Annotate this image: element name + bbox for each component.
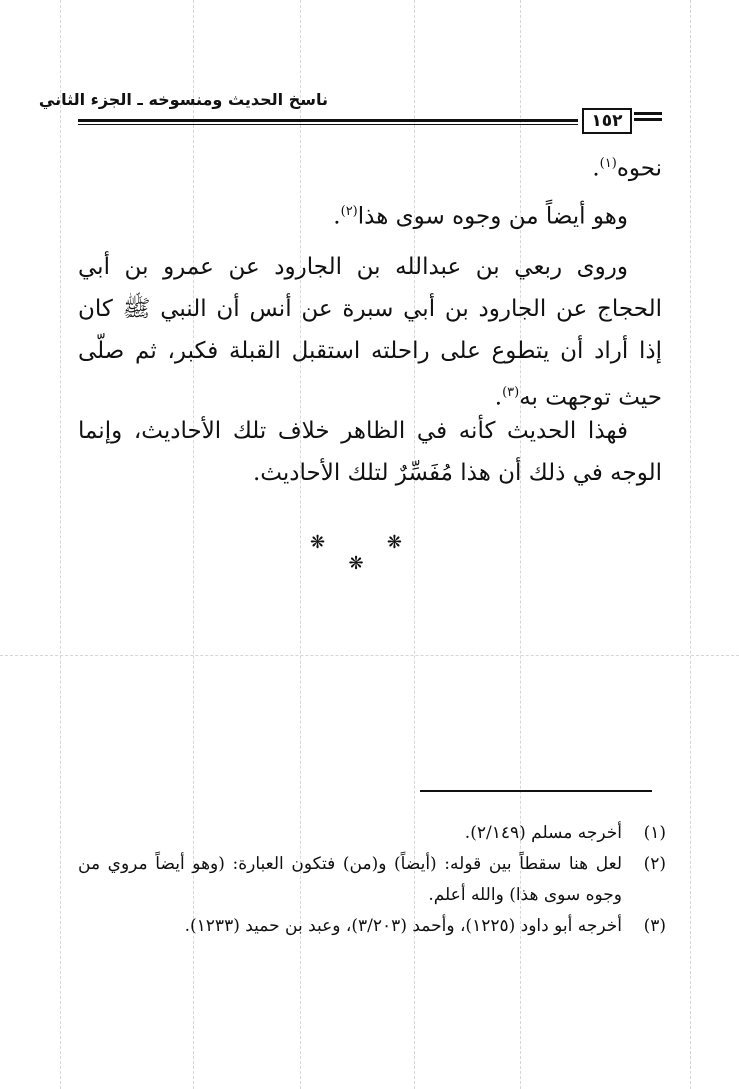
footnote-ref-3[interactable]: (٣) xyxy=(502,385,520,400)
paragraph-1 xyxy=(78,143,662,190)
paragraph-2 xyxy=(78,191,662,238)
paragraph-1-text: نحوه xyxy=(616,155,662,182)
footnote-number: (٣) xyxy=(643,916,666,936)
footnote-ref-1[interactable]: (١) xyxy=(599,156,617,171)
paragraph-3-text: وروى ربعي بن عبدالله بن الجارود عن عمرو بن أبي الحجاج عن الجارود بن أبي سبرة عن أنس أن النبي ﷺ كان إذا أراد أن يتطوع على راحلته استقبل القبلة فكبر، ثم صلّى حيث توجهت به xyxy=(78,254,662,411)
footnote-ref-2[interactable]: (٢) xyxy=(340,204,358,219)
scan-grid-line xyxy=(690,0,691,1089)
paragraph-2-text: وهو أيضاً من وجوه سوى هذا xyxy=(357,203,628,230)
running-title: ناسخ الحديث ومنسوخه ـ الجزء الثاني xyxy=(38,90,328,109)
header-ornament-bars xyxy=(634,112,662,124)
footnote-text: أخرجه أبو داود (١٢٢٥)، وأحمد (٣/٢٠٣)، وعبد بن حميد (١٢٣٣). xyxy=(184,916,622,936)
footnote-number: (١) xyxy=(643,823,666,843)
paragraph-3 xyxy=(78,246,662,419)
header-rule-thin xyxy=(78,124,578,125)
scan-grid-line xyxy=(0,655,739,656)
footnote-3 xyxy=(78,911,666,942)
footnote-text: أخرجه مسلم (٢/١٤٩). xyxy=(464,823,622,843)
paragraph-3-end: . xyxy=(494,384,503,411)
footnote-number: (٢) xyxy=(643,854,666,874)
paragraph-2-end: . xyxy=(333,203,341,230)
paragraph-4 xyxy=(78,410,662,494)
header-rule-thick xyxy=(78,119,578,122)
paragraph-1-end: . xyxy=(592,155,600,182)
paragraph-4-text: فهذا الحديث كأنه في الظاهر خلاف تلك الأحاديث، وإنما الوجه في ذلك أن هذا مُفَسِّرٌ لتلك الأحاديث. xyxy=(78,418,662,486)
footnotes xyxy=(78,818,666,942)
page-number: ١٥٢ xyxy=(582,108,632,134)
section-separator-stars: ❋ ❋ ❋ xyxy=(310,532,430,574)
footnote-2 xyxy=(78,849,666,911)
scan-grid-line xyxy=(60,0,61,1089)
footnote-separator-rule xyxy=(420,790,652,792)
footnote-text: لعل هنا سقطاً بين قوله: (أيضاً) و(من) فتكون العبارة: (وهو أيضاً مروي من وجوه سوى هذا) والله أعلم. xyxy=(78,854,622,905)
footnote-1 xyxy=(78,818,666,849)
